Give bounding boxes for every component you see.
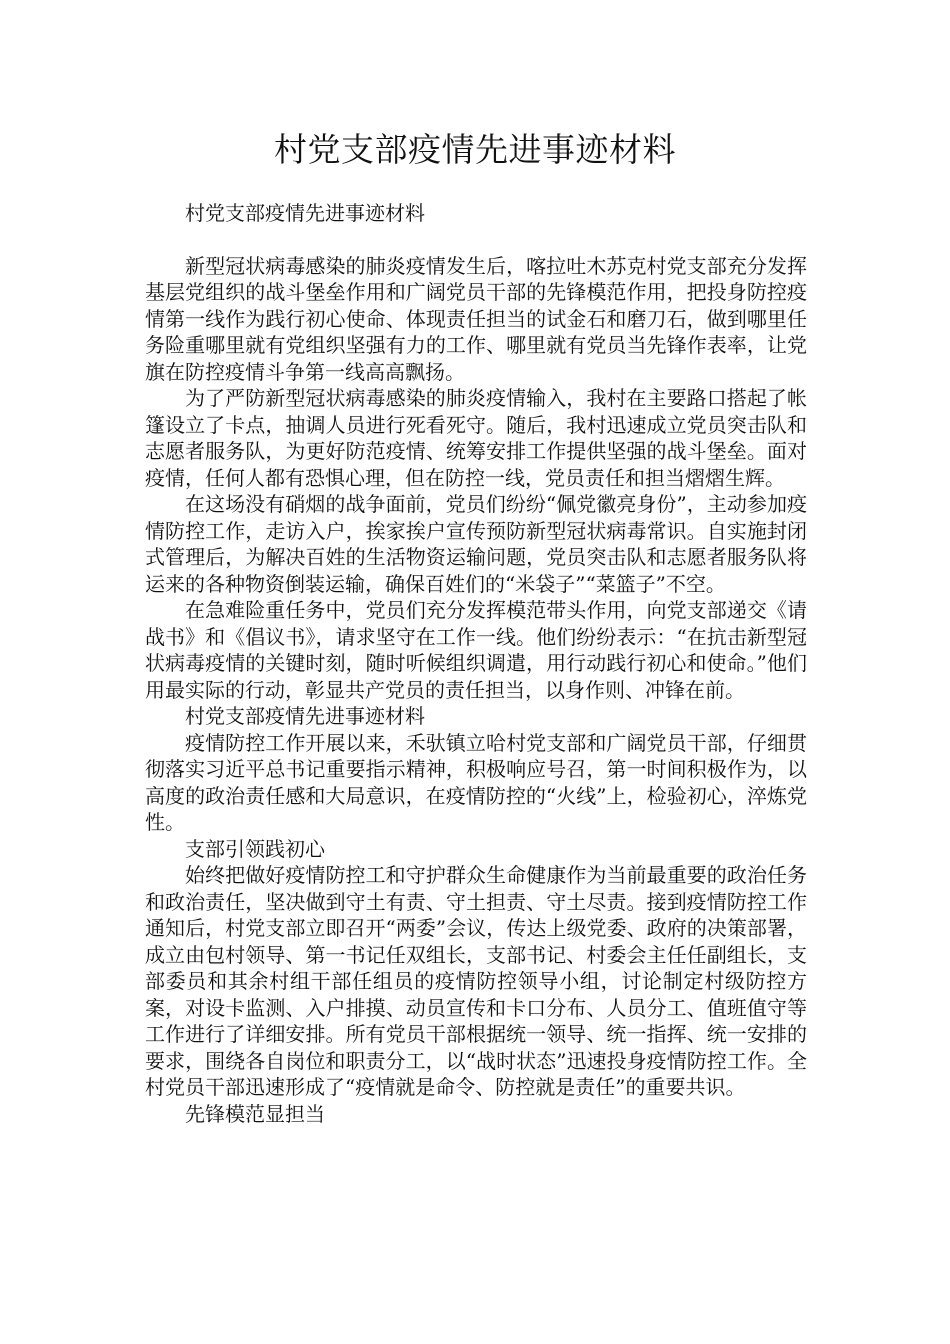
body-paragraph: 疫情防控工作开展以来，禾驮镇立哈村党支部和广阔党员干部，仔细贯彻落实习近平总书记重要指示精神，积极响应号召，第一时间积极作为，以高度的政治责任感和大局意识，在疫情防控的“火线”上，检验初心，淬炼党性。 <box>145 730 807 834</box>
body-paragraph: 始终把做好疫情防控工和守护群众生命健康作为当前最重要的政治任务和政治责任，坚决做到守土有责、守土担责、守土尽责。接到疫情防控工作通知后，村党支部立即召开“两委”会议，传达上级党委、政府的决策部署，成立由包村领导、第一书记任双组长，支部书记、村委会主任任副组长，支部委员和其余村组干部任组员的疫情防控领导小组，讨论制定村级防控方案，对设卡监测、入户排摸、动员宣传和卡口分布、人员分工、值班值守等工作进行了详细安排。所有党员干部根据统一领导、统一指挥、统一安排的要求，围绕各自岗位和职责分工，以“战时状态”迅速投身疫情防控工作。全村党员干部迅速形成了“疫情就是命令、防控就是责任”的重要共识。 <box>145 863 807 1099</box>
section-heading: 先锋模范显担当 <box>185 1101 325 1126</box>
section-heading: 支部引领践初心 <box>185 836 325 861</box>
document-title: 村党支部疫情先进事迹材料 <box>274 130 676 169</box>
body-paragraph: 为了严防新型冠状病毒感染的肺炎疫情输入，我村在主要路口搭起了帐篷设立了卡点，抽调人员进行死看死守。随后，我村迅速成立党员突击队和志愿者服务队，为更好防范疫情、统筹安排工作提供坚强的战斗堡垒。面对疫情，任何人都有恐惧心理，但在防控一线，党员责任和担当熠熠生辉。 <box>145 386 807 490</box>
subtitle-paragraph: 村党支部疫情先进事迹材料 <box>185 201 425 225</box>
body-paragraph: 在这场没有硝烟的战争面前，党员们纷纷“佩党徽亮身份”，主动参加疫情防控工作，走访入户，挨家挨户宣传预防新型冠状病毒常识。自实施封闭式管理后，为解决百姓的生活物资运输问题，党员突击队和志愿者服务队将运来的各种物资倒装运输，确保百姓们的“米袋子”“菜篮子”不空。 <box>145 492 807 596</box>
body-paragraph: 在急难险重任务中，党员们充分发挥模范带头作用，向党支部递交《请战书》和《倡议书》，请求坚守在工作一线。他们纷纷表示：“在抗击新型冠状病毒疫情的关键时刻，随时听候组织调遣，用行动践行初心和使命。”他们用最实际的行动，彰显共产党员的责任担当，以身作则、冲锋在前。 <box>145 598 807 702</box>
body-paragraph: 新型冠状病毒感染的肺炎疫情发生后，喀拉吐木苏克村党支部充分发挥基层党组织的战斗堡垒作用和广阔党员干部的先锋模范作用，把投身防控疫情第一线作为践行初心使命、体现责任担当的试金石和磨刀石，做到哪里任务险重哪里就有党组织坚强有力的工作、哪里就有党员当先锋作表率，让党旗在防控疫情斗争第一线高高飘扬。 <box>145 253 807 384</box>
document-body <box>145 200 807 1127</box>
section-heading: 村党支部疫情先进事迹材料 <box>185 704 425 728</box>
